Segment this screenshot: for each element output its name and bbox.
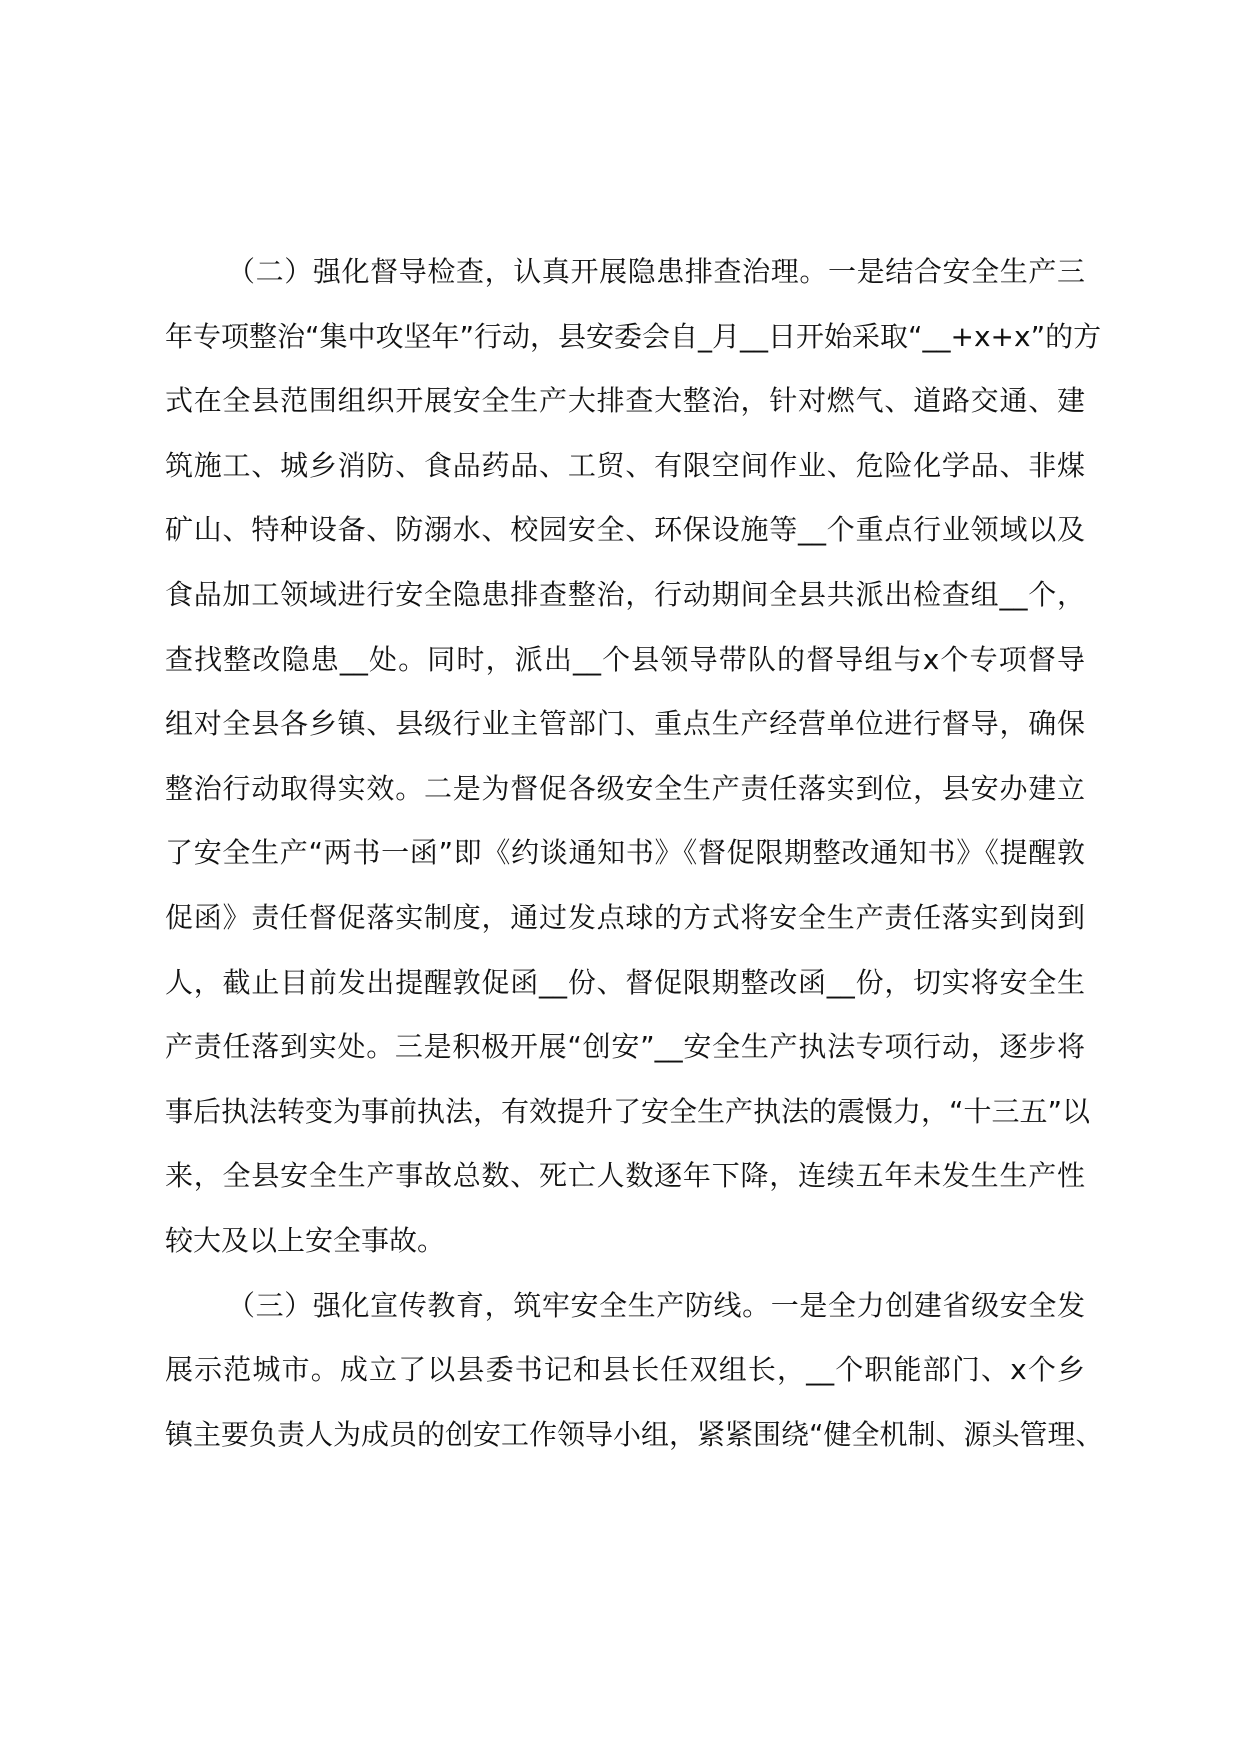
text-line: 食品加工领域进行安全隐患排查整治，行动期间全县共派出检查组__个，: [165, 577, 1085, 611]
text-line: 整治行动取得实效。二是为督促各级安全生产责任落实到位，县安办建立: [165, 771, 1085, 805]
text-line: 人，截止目前发出提醒敦促函__份、督促限期整改函__份，切实将安全生: [165, 965, 1085, 999]
text-line: 查找整改隐患__处。同时，派出__个县领导带队的督导组与x个专项督导: [165, 642, 1085, 676]
text-line: 式在全县范围组织开展安全生产大排查大整治，针对燃气、道路交通、建: [165, 384, 1085, 418]
text-line: （三）强化宣传教育，筑牢安全生产防线。一是全力创建省级安全发: [227, 1288, 1085, 1322]
text-line: （二）强化督导检查，认真开展隐患排查治理。一是结合安全生产三: [227, 255, 1085, 288]
text-line: 展示范城市。成立了以县委书记和县长任双组长，__个职能部门、x个乡: [165, 1353, 1085, 1387]
text-line: 筑施工、城乡消防、食品药品、工贸、有限空间作业、危险化学品、非煤: [165, 448, 1085, 482]
text-line: 产责任落到实处。三是积极开展“创安”__安全生产执法专项行动，逐步将: [165, 1030, 1085, 1064]
paragraph-2: [165, 240, 1102, 1274]
text-line: 了安全生产“两书一函”即《约谈通知书》《督促限期整改通知书》《提醒敦: [165, 836, 1085, 870]
text-line: 矿山、特种设备、防溺水、校园安全、环保设施等__个重点行业领域以及: [165, 513, 1085, 547]
text-line: 镇主要负责人为成员的创安工作领导小组，紧紧围绕“健全机制、源头管理、: [165, 1417, 1104, 1451]
text-line: 较大及以上安全事故。: [165, 1223, 446, 1257]
document-body: [165, 240, 1104, 1467]
text-line: 年专项整治“集中攻坚年”行动，县安委会自_月__日开始采取“__+x+x”的方: [165, 319, 1102, 353]
paragraph-3: [165, 1274, 1104, 1468]
text-line: 组对全县各乡镇、县级行业主管部门、重点生产经营单位进行督导，确保: [165, 707, 1085, 741]
text-line: 事后执法转变为事前执法，有效提升了安全生产执法的震慑力，“十三五”以: [165, 1094, 1091, 1128]
text-line: 来，全县安全生产事故总数、死亡人数逐年下降，连续五年未发生生产性: [165, 1159, 1085, 1193]
text-line: 促函》责任督促落实制度，通过发点球的方式将安全生产责任落实到岗到: [165, 900, 1085, 934]
